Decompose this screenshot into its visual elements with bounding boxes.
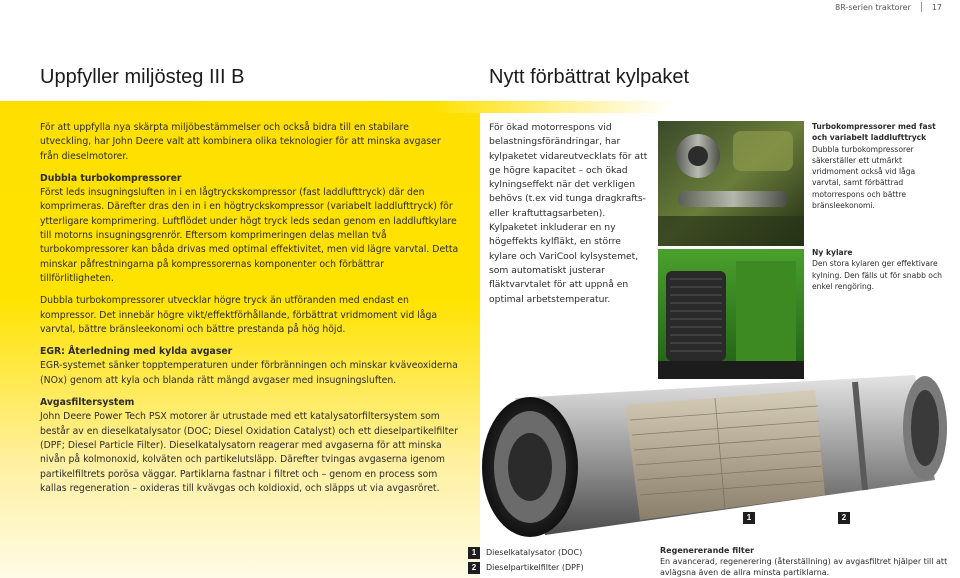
regen-body: En avancerad, regenerering (återställning) av avgasfiltret hjälper till att avlägsna även de allra minsta partiklarna.	[660, 557, 948, 577]
callout-1-badge: 1	[743, 512, 755, 524]
side-cooler-body: Den stora kylaren ger effektivare kylning. Den fälls ut för snabb och enkel rengöring.	[812, 259, 942, 291]
exhaust-filter-drawing	[395, 370, 960, 550]
legend-label-doc: Dieselkatalysator (DOC)	[486, 548, 583, 557]
exhaust-filter-illustration	[395, 370, 960, 550]
side-cooler-note	[812, 247, 942, 292]
page-number: 17	[931, 2, 942, 12]
intro-paragraph: För att uppfylla nya skärpta miljöbestämmelser och också bidra till en stabilare utveckling, har John Deere valt att kombinera olika teknologier för att minska avgaser från dieselmotorer.	[40, 122, 441, 162]
side-turbo-body: Dubbla turbokompressorer säkerställer ett utmärkt vridmoment också vid låga varvtal, samt förbättrad motorrespons och bättre bränsleekonomi.	[812, 144, 916, 211]
left-heading: Uppfyller miljösteg III B	[40, 66, 245, 88]
side-notes	[812, 121, 942, 291]
middle-column	[489, 121, 649, 307]
side-turbo-title: Turbokompressorer med fast och variabelt laddlufttryck	[812, 122, 936, 143]
legend-item-doc	[468, 546, 584, 559]
legend-badge-1: 1	[468, 547, 480, 559]
egr-paragraph: EGR-systemet sänker topptemperaturen under förbränningen och minskar kväveoxiderna (NOx) genom att kyla och blanda rätt mängd avgaser med insugningsluften.	[40, 360, 458, 386]
turbo-subheading: Dubbla turbokompressorer	[40, 172, 182, 184]
callout-2-badge: 2	[838, 512, 850, 524]
yellow-band	[0, 101, 960, 113]
side-cooler-title: Ny kylare	[812, 248, 853, 257]
right-heading: Nytt förbättrat kylpaket	[489, 66, 690, 88]
figure-legend	[468, 546, 584, 576]
engine-photo-illustration	[658, 121, 804, 379]
legend-label-dpf: Dieselpartikelfilter (DPF)	[486, 563, 584, 572]
turbo-paragraph-1: Först leds insugningsluften in i en lågtryckskompressor (fast laddlufttryck) där den komprimeras. Därefter dras den in i en högtryckskompressor (variabelt laddlufttryck) för ytterligare komprimering. Luftflödet under högt tryck leds sedan genom en laddluftkylare till motorns insugningsgrenrör. Eftersom komprimeringen delas mellan två turbokompressorer kan båda drivas med optimal effektivitet, men vid lägre varvtal. Detta minskar påfrestningarna på kompressorernas komponenter och förbättrar tillförlitligheten.	[40, 187, 459, 284]
header-divider	[921, 2, 922, 12]
egr-subheading: EGR: Återledning med kylda avgaser	[40, 346, 233, 358]
turbo-paragraph-2: Dubbla turbokompressorer utvecklar högre tryck än utföranden med endast en kompressor. Det innebär högre vikt/effektförhållande, förbättrat vridmoment vid låga varvtal, bättre bränsleekonomi och bättre prestanda på hög höjd.	[40, 295, 438, 335]
filter-paragraph: John Deere Power Tech PSX motorer är utrustade med ett katalysatorfiltersystem som består av en dieselkatalysator (DOC; Diesel Oxidation Catalyst) och ett dieselpartikelfilter (DPF; Diesel Particle Filter). Dieselkatalysatorn reagerar med avgaserna för att minska nivån på kolmonoxid, kolväten och partikelutsläpp. Därefter tvingas avgaserna igenom partikelfiltrets porösa väggar. Partiklarna fastnar i filtret och – genom en process som kallas regeneration – oxideras till kvävgas och koldioxid, och släpps ut via avgasröret.	[40, 411, 458, 494]
engine-photo	[658, 121, 804, 379]
regeneration-note	[660, 545, 950, 578]
legend-badge-2: 2	[468, 562, 480, 574]
regen-title: Regenererande filter	[660, 546, 755, 555]
series-label: 8R-serien traktorer	[835, 2, 911, 12]
cooling-paragraph: För ökad motorrespons vid belastningsförändringar, har kylpaketet vidareutvecklats för att ge högre kapacitet – och ökad kylningseffekt när det verkligen behövs (t.ex vid tunga dragkrafts- eller kraftuttagsarbeten). Kylpaketet inkluderar en ny högeffekts kylfläkt, en större kylare och VariCool kylsystemet, som automatiskt justerar fläktvarvtalet för att uppnå en optimal arbetstemperatur.	[489, 122, 648, 305]
legend-item-dpf	[468, 561, 584, 574]
running-header	[835, 0, 942, 14]
filter-subheading: Avgasfiltersystem	[40, 397, 135, 409]
